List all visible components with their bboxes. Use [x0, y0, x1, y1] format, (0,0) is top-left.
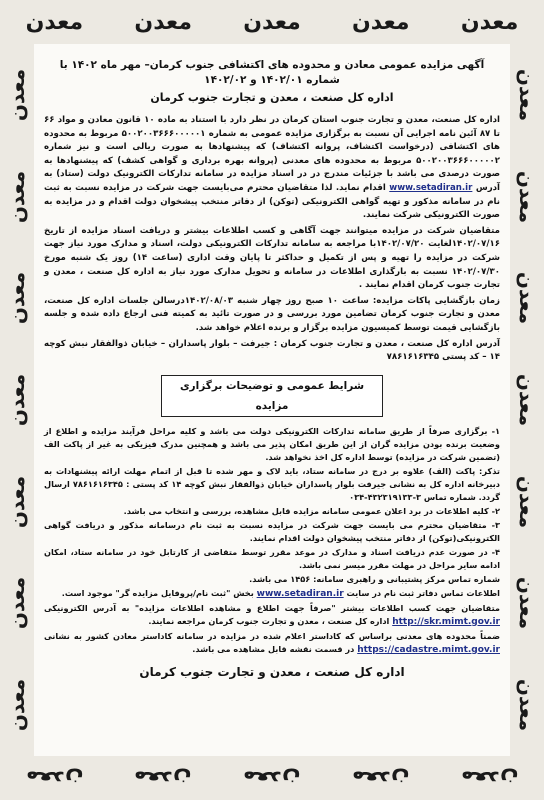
border-word: معدن	[460, 765, 519, 791]
rule-1: ۱- برگزاری صرفاً از طریق سامانه تدارکات الکترونیکی دولت می باشد و کلیه مراحل فرآیند مزایده و اطلاع از وضعیت برنده بودن مزایده گران از این طریق امکان پذیر می باشد و همچنین مدرک فیزیکی به غیر از پاکت الف (تضمین شرکت در مزایده) توسط اداره کل اخذ نخواهد شد.	[44, 425, 500, 462]
rule-4: ۴- در صورت عدم دریافت اسناد و مدارک در موعد مقرر توسط متقاضی از کارتابل خود در سامانه ستاد، امکان ادامه سایر مراحل در مهلت مقرر میسر نمی باشد.	[44, 546, 500, 570]
border-word: معدن	[5, 170, 30, 223]
border-word: معدن	[243, 9, 301, 35]
border-word: معدن	[134, 9, 192, 35]
section-title: شرایط عمومی و توضیحات برگزاری مزایده	[161, 375, 383, 417]
notice-title: آگهی مزایده عمومی معادن و محدوده های اکتشافی جنوب کرمان– مهر ماه ۱۴۰۲ با شماره ۱۴۰۲/۰۱ و ۱۴۰۲/۰۲	[59, 59, 485, 86]
border-word: معدن	[5, 68, 30, 121]
documents-paragraph: متقاضیان شرکت در مزایده میتوانند جهت آگاهی و کسب اطلاعات بیشتر و دریافت اسناد مزایده از تاریخ ۱۴۰۲/۰۷/۱۶لغایت ۱۴۰۲/۰۷/۲۰با مراجعه به سامانه تدارکات الکترونیکی دولت، اسناد و مدارک مورد نیاز جهت شرکت در مزایده را تهیه و پس از تکمیل و حداکثر تا پایان وقت اداری (ساعت ۱۴) روز یک شنبه مورخ ۱۴۰۲/۰۷/۳۰ نسبت به بارگذاری اطلاعات در سامانه و تحویل مدارک مورد نیاز به اداره کل صنعت ، معدن و تجارت جنوب کرمان اقدام نمایند .	[44, 225, 500, 291]
border-word: معدن	[5, 577, 30, 630]
rule-2: ۲- کلیه اطلاعات در برد اعلان عمومی سامانه مزایده قابل مشاهده، بررسی و انتخاب می باشد.	[123, 505, 500, 516]
more-info-text: متقاضیان جهت کسب اطلاعات بیشتر "صرفاً جهت اطلاع و مشاهده اطلاعات مزایده" به آدرس الکترونیکی	[44, 602, 500, 613]
cadastre-text: ضمناً محدوده های معدنی براساس که کاداستر اعلام شده در مزایده در سامانه کاداستر معادن کشور به نشانی	[44, 630, 500, 641]
registration-offices	[44, 587, 500, 601]
border-word: معدن	[515, 170, 540, 223]
border-word: معدن	[134, 765, 192, 791]
notice-subtitle: اداره کل صنعت ، معدن و تجارت جنوب کرمان	[150, 91, 394, 104]
more-info	[44, 602, 500, 629]
border-right	[510, 44, 544, 756]
border-word: معدن	[243, 765, 301, 791]
border-word: معدن	[25, 765, 84, 791]
border-word: معدن	[515, 475, 540, 528]
border-word: معدن	[352, 9, 410, 35]
auction-notice	[34, 44, 510, 756]
border-word: معدن	[5, 373, 30, 427]
skr-link[interactable]: http://skr.mimt.gov.ir	[392, 616, 500, 627]
border-word: معدن	[352, 765, 410, 791]
notice-footer: اداره کل صنعت ، معدن و تجارت جنوب کرمان	[139, 664, 405, 679]
more-info-text-cont: اداره کل صنعت ، معدن و تجارت جنوب کرمان مراجعه نمایند.	[148, 615, 390, 626]
rule-3: ۳- متقاضیان محترم می بایست جهت شرکت در مزایده نسبت به ثبت نام درسامانه مذکور و دریافت گواهی الکترونیکی(توکن) از دفاتر منتخب پیشخوان دولت اقدام نمایند.	[44, 519, 500, 543]
border-word: معدن	[515, 272, 540, 325]
border-word: معدن	[5, 475, 30, 528]
border-word: معدن	[515, 577, 540, 630]
border-word: معدن	[515, 678, 540, 732]
intro-text-cont: اقدام نماید. لذا متقاضیان محترم می‌بایست جهت شرکت در مزایده نسبت به ثبت نام در سامانه مذکور و تهیه گواهی الکترونیکی (توکن) از دفاتر منتخب پیشخوان دولت اقدام و در مزایده به صورت الکترونیکی شرکت نمایند.	[44, 182, 500, 221]
address-paragraph: آدرس اداره کل صنعت ، معدن و تجارت جنوب کرمان : جیرفت – بلوار پاسداران – خیابان ذوالفقار نبش کوچه ۱۴ – کد پستی ۷۸۶۱۶۱۶۳۴۵	[44, 338, 500, 363]
support-phone: شماره تماس مرکز پشتیبانی و راهبری سامانه: ۱۴۵۶ می باشد.	[249, 573, 500, 584]
border-left	[0, 44, 34, 756]
border-word: معدن	[515, 68, 540, 121]
border-word: معدن	[5, 678, 30, 732]
registration-text: اطلاعات تماس دفاتر ثبت نام در سایت	[346, 587, 500, 598]
setad-link-2[interactable]: www.setadiran.ir	[256, 588, 344, 599]
setad-link[interactable]: www.setadiran.ir	[389, 182, 473, 193]
border-word: معدن	[25, 9, 84, 35]
cadastre-text-cont: در قسمت نقشه قابل مشاهده می باشد.	[192, 643, 355, 654]
cadastre-link[interactable]: https://cadastre.mimt.gov.ir	[357, 644, 500, 655]
intro-paragraph	[44, 114, 500, 223]
border-word: معدن	[460, 9, 519, 35]
rule-1-note: تذکر: پاکت (الف) علاوه بر درج در سامانه ستاد، باید لاک و مهر شده تا قبل از اتمام مهلت ارائه پیشنهادات به دبیرخانه اداره کل به نشانی جیرفت بلوار پاسداران خیابان ذوالفقار نبش کوچه ۱۴ کد پستی : ۷۸۶۱۶۱۶۳۴۵ ارسال گردد. شماره تماس ۳-۴۳۲۳۱۹۱۳۳-۰۳۴	[44, 465, 500, 502]
intro-text: اداره کل صنعت، معدن و تجارت جنوب استان کرمان در نظر دارد با استناد به ماده ۱۰ قانون معادن و مواد ۶۶ تا ۸۷ آئین نامه اجرایی آن نسبت به برگزاری مزایده عمومی به شماره ۵۰۰۲۰۰۳۶۶۶۰۰۰۰۰۱ مربوط به محدوده های اکتشافی (درخواست اکتشاف، پروانه اکتشاف) که پیشنهادها به صورت ریالی است و نیز شماره ۵۰۰۲۰۰۳۶۶۶۰۰۰۰۰۲ مربوط به محدوده های معدنی (پروانه بهره برداری و گواهی کشف) که پیشنهادها به صورت درصدی می باشد با جزئیات مندرج در در اسناد مزایده در سامانه تدارکات الکترونیک دولت (ستاد) به آدرس	[44, 115, 501, 193]
border-top	[0, 0, 544, 44]
cadastre-info	[44, 630, 500, 657]
registration-text-cont: بخش "ثبت نام/پروفایل مزایده گر" موجود است.	[61, 587, 254, 598]
border-word: معدن	[5, 272, 30, 325]
border-word: معدن	[515, 373, 540, 427]
border-bottom	[0, 756, 544, 800]
opening-paragraph: زمان بازگشایی پاکات مزایده: ساعت ۱۰ صبح روز چهار شنبه ۱۴۰۲/۰۸/۰۳درسالن جلسات اداره کل صنعت، معدن و تجارت جنوب کرمان تضامین مورد بررسی و در صورت تائید به کمیته فنی ارجاع داده شده و جلسه بازگشایی قیمت توسط کمیسیون مزایده برگزار و برنده اعلام خواهد شد.	[44, 295, 500, 333]
